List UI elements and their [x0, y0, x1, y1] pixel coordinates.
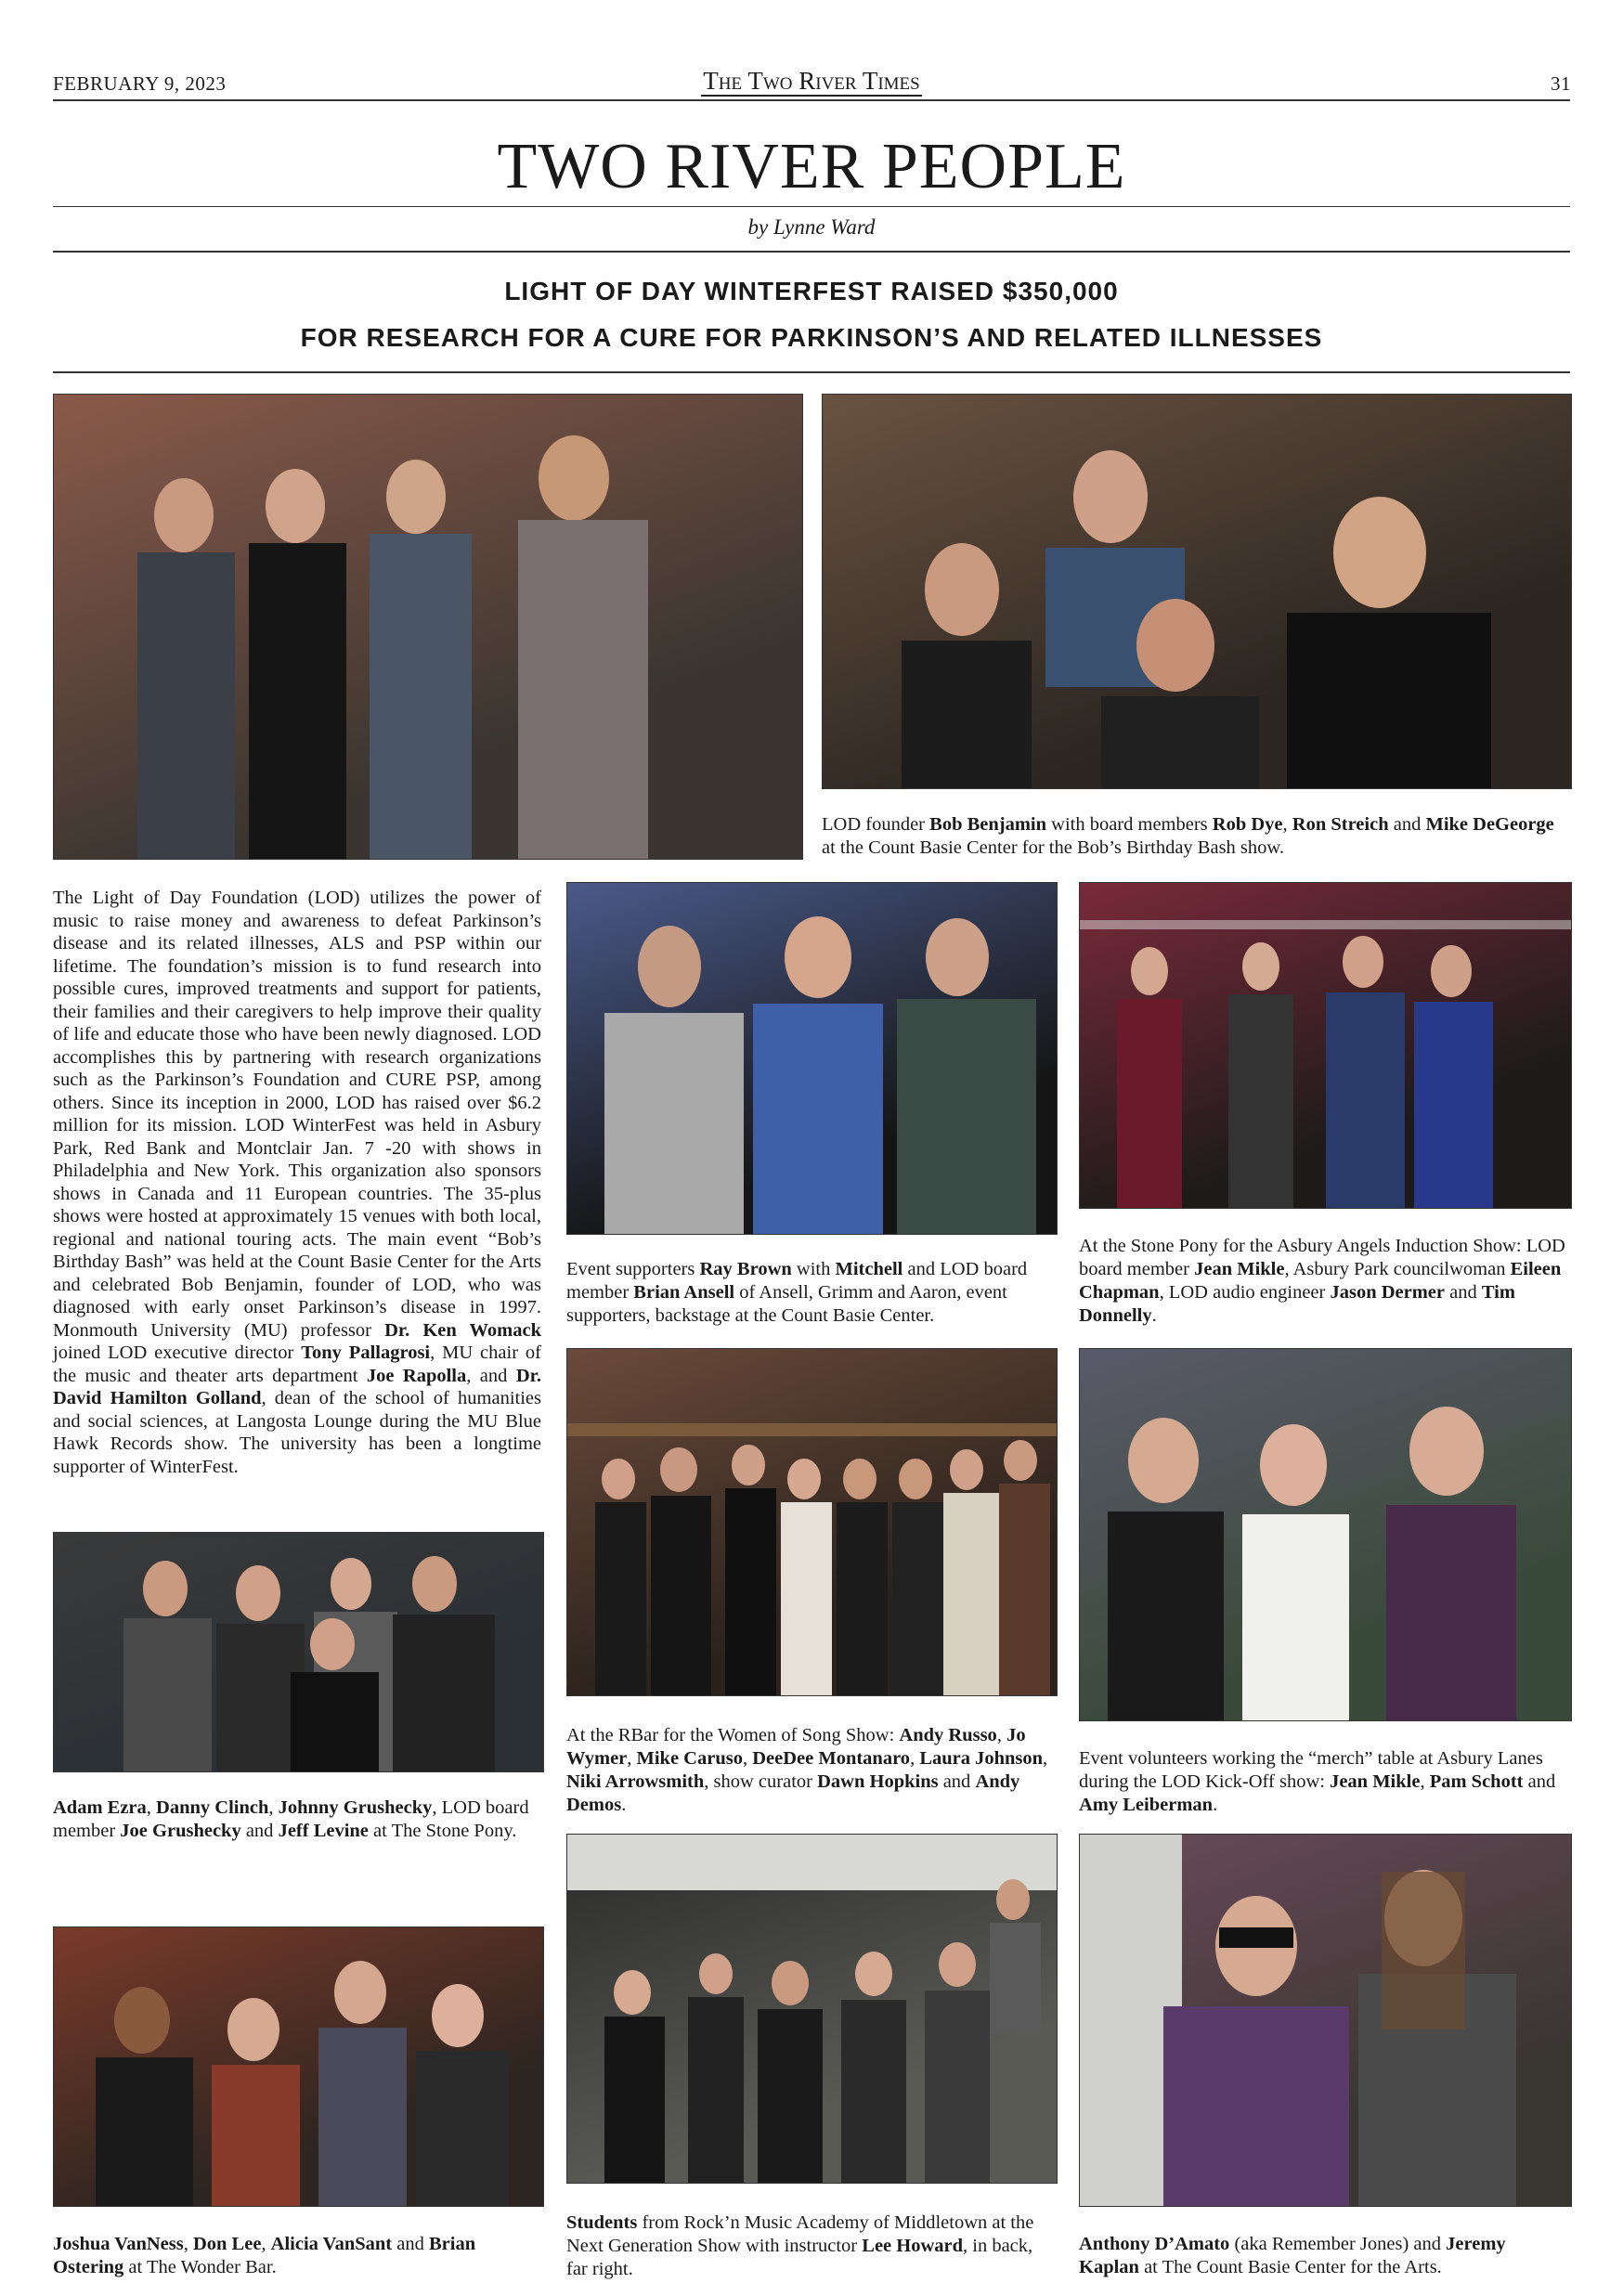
photo-stone-pony-group	[53, 1532, 544, 1772]
caption-merch-table	[1079, 1747, 1570, 1817]
caption-text: Event supporters	[566, 1259, 700, 1279]
caption-text: At the Stone Pony for the Asbury Angels Induction Show: LOD board member	[1079, 1236, 1565, 1279]
name-text: Adam Ezra	[53, 1797, 147, 1818]
caption-wonder-bar	[53, 2233, 542, 2279]
caption-text: , show curator	[704, 1771, 818, 1792]
caption-text: of Ansell, Grimm and Aaron, event supporters, backstage at the Count Basie Center.	[566, 1282, 1007, 1326]
photo-figures	[1080, 1349, 1571, 1720]
caption-text: at The Stone Pony.	[368, 1821, 517, 1841]
photo-bob-birthday-bash	[822, 394, 1572, 789]
name-text: Dr. David Hamilton Golland	[53, 1365, 541, 1408]
caption-text: The Light of Day Foundation (LOD) utilizes the power of music to raise money and awareness to defeat Parkinson’s disease and its related illnesses, ALS and PSP within our lifetime. The foundation’s mission is to fund research into possible cures, improved treatments and support for patients, their families and their caregivers to help improve their quality of life and educate those who have been newly diagnosed. LOD accomplishes this by partnering with research organizations such as the Parkinson’s Foundation and CURE PSP, among others. Since its inception in 2000, LOD has raised over $6.2 million for its mission. LOD WinterFest was held in Asbury Park, Red Bank and Montclair Jan. 7 -20 with shows in Philadelphia and New York. This organization also sponsors shows in Canada and 11 European countries. The 35-plus shows were hosted at approximately 15 venues with both local, regional and national touring acts. The main event “Bob’s Birthday Bash” was held at the Count Basie Center for the Arts and celebrated Bob Benjamin, founder of LOD, who was diagnosed with early onset Parkinson’s disease in 1997. Monmouth University (MU) professor	[53, 888, 541, 1341]
caption-count-basie-duo	[1079, 2233, 1570, 2279]
photo-lod-langosta-lounge	[53, 394, 803, 860]
caption-text: and	[938, 1771, 976, 1792]
caption-text: Event volunteers working the “merch” table at Asbury Lanes during the LOD Kick-Off show:	[1079, 1748, 1543, 1792]
name-text: Mike DeGeorge	[1425, 814, 1554, 835]
caption-text: at The Wonder Bar.	[123, 2257, 277, 2277]
issue-date: FEBRUARY 9, 2023	[53, 72, 227, 95]
photo-figures	[567, 883, 1057, 1234]
name-text: Brian Ansell	[633, 1282, 735, 1303]
photo-event-supporters	[566, 882, 1058, 1235]
caption-text: from Rock’n Music Academy of Middletown at the Next Generation Show with instructor	[566, 2212, 1034, 2256]
caption-text: ,	[1420, 1771, 1430, 1792]
name-text: DeeDee Montanaro	[752, 1748, 911, 1769]
name-text: Tim Donnelly	[1079, 1282, 1515, 1326]
photo-figures	[823, 395, 1571, 788]
name-text: Dr. Ken Womack	[384, 1319, 541, 1341]
name-text: Mitchell	[835, 1259, 903, 1279]
section-title: TWO RIVER PEOPLE	[497, 131, 1126, 202]
name-text: Dawn Hopkins	[817, 1771, 939, 1792]
name-text: Laura Johnson	[919, 1748, 1044, 1769]
section-rule	[53, 206, 1570, 207]
caption-text: ,	[183, 2234, 193, 2254]
caption-text: and LOD board member	[566, 1259, 1028, 1303]
photo-women-of-song	[566, 1348, 1058, 1696]
caption-text: .	[621, 1795, 627, 1815]
caption-text: and	[240, 1821, 279, 1841]
photo-figures	[567, 1835, 1057, 2183]
caption-text: (aka Remember Jones) and	[1229, 2234, 1447, 2254]
caption-text: joined LOD executive director	[53, 1343, 302, 1363]
name-text: Andy Russo	[899, 1725, 997, 1745]
byline: by Lynne Ward	[747, 215, 876, 239]
caption-text: with	[791, 1259, 836, 1279]
name-text: Andy Demos	[566, 1771, 1020, 1815]
caption-text: , LOD audio engineer	[1159, 1282, 1331, 1303]
caption-text: and	[1445, 1282, 1482, 1303]
name-text: Ron Streich	[1292, 814, 1389, 835]
name-text: Ray Brown	[699, 1259, 792, 1279]
name-text: Jeff Levine	[278, 1821, 369, 1841]
caption-text: LOD founder	[822, 814, 930, 835]
caption-text: ,	[268, 1797, 279, 1818]
masthead-rule	[53, 99, 1570, 101]
name-text: Amy Leiberman	[1079, 1795, 1214, 1815]
caption-text: and	[1388, 814, 1426, 835]
caption-text: , dean of the school of humanities and social sciences, at Langosta Lounge during the MU Blue Hawk Records show. The university has been a longtime supporter of WinterFest.	[53, 1388, 541, 1477]
paper-name	[0, 67, 1623, 96]
name-text: Jason Dermer	[1330, 1282, 1445, 1303]
caption-text: ,	[742, 1748, 753, 1769]
article-body	[53, 887, 541, 1478]
headline-rule	[53, 371, 1570, 373]
photo-stone-pony-induction	[1079, 882, 1572, 1209]
caption-text: , LOD board member	[53, 1797, 529, 1841]
caption-text: , in back, far right.	[566, 2236, 1033, 2279]
caption-text: and	[392, 2234, 429, 2254]
caption-text: at the Count Basie Center for the Bob’s Birthday Bash show.	[822, 837, 1285, 858]
name-text: Bob Benjamin	[929, 814, 1047, 835]
photo-figures	[54, 1533, 543, 1771]
caption-text: , MU chair of the music and theater arts department	[53, 1343, 541, 1386]
caption-stone-pony-induction	[1079, 1235, 1570, 1328]
name-text: Joe Rapolla	[366, 1365, 467, 1386]
name-text: Pam Schott	[1429, 1771, 1524, 1792]
name-text: Danny Clinch	[156, 1797, 269, 1818]
caption-text: , and	[466, 1365, 516, 1386]
byline-rule	[53, 251, 1570, 253]
caption-text: with board members	[1046, 814, 1213, 835]
caption-text: ,	[910, 1748, 920, 1769]
name-text: Jo Wymer	[566, 1725, 1026, 1769]
caption-text: ,	[146, 1797, 157, 1818]
name-text: Don Lee	[192, 2234, 262, 2254]
caption-text: ,	[1282, 814, 1292, 835]
name-text: Anthony D’Amato	[1079, 2234, 1230, 2254]
caption-text: ,	[1043, 1748, 1048, 1769]
name-text: Jean Mikle	[1330, 1771, 1421, 1792]
name-text: Niki Arrowsmith	[566, 1771, 705, 1792]
caption-text: and	[1523, 1771, 1556, 1792]
photo-merch-table	[1079, 1348, 1572, 1721]
caption-event-supporters	[566, 1258, 1056, 1328]
photo-rock-music-academy	[566, 1834, 1058, 2184]
headline-line-2: FOR RESEARCH FOR A CURE FOR PARKINSON’S AND RELATED ILLNESSES	[300, 323, 1323, 352]
caption-text: ,	[627, 1748, 637, 1769]
name-text: Rob Dye	[1212, 814, 1283, 835]
name-text: Jeremy Kaplan	[1079, 2234, 1506, 2277]
caption-rock-music-academy	[566, 2212, 1056, 2281]
caption-stone-pony-group	[53, 1797, 542, 1843]
name-text: Brian Ostering	[53, 2234, 476, 2277]
caption-text: , Asbury Park councilwoman	[1284, 1259, 1511, 1279]
photo-figures	[54, 1927, 543, 2206]
photo-figures	[567, 1349, 1057, 1695]
headline-line-1: LIGHT OF DAY WINTERFEST RAISED $350,000	[504, 277, 1119, 305]
caption-text: ,	[261, 2234, 271, 2254]
caption-text: at The Count Basie Center for the Arts.	[1138, 2257, 1442, 2277]
name-text: Jean Mikle	[1194, 1259, 1285, 1279]
caption-text: .	[1213, 1795, 1218, 1815]
name-text: Johnny Grushecky	[278, 1797, 433, 1818]
caption-bob-birthday-bash	[822, 813, 1570, 860]
name-text: Students	[566, 2212, 638, 2233]
caption-text: .	[1151, 1305, 1157, 1326]
name-text: Eileen Chapman	[1079, 1259, 1562, 1303]
name-text: Joe Grushecky	[120, 1821, 241, 1841]
photo-count-basie-duo	[1079, 1834, 1572, 2207]
caption-text: ,	[996, 1725, 1007, 1745]
paper-name-text: The Two River Times	[703, 67, 920, 95]
caption-women-of-song	[566, 1724, 1056, 1817]
name-text: Tony Pallagrosi	[301, 1343, 431, 1363]
name-text: Joshua VanNess	[53, 2234, 184, 2254]
photo-figures	[54, 395, 802, 859]
name-text: Lee Howard	[862, 2236, 964, 2256]
page-number: 31	[1551, 72, 1571, 95]
name-text: Alicia VanSant	[270, 2234, 393, 2254]
caption-text: At the RBar for the Women of Song Show:	[566, 1725, 900, 1745]
photo-wonder-bar	[53, 1926, 544, 2207]
name-text: Mike Caruso	[636, 1748, 743, 1769]
photo-figures	[1080, 1835, 1571, 2206]
photo-figures	[1080, 883, 1571, 1208]
